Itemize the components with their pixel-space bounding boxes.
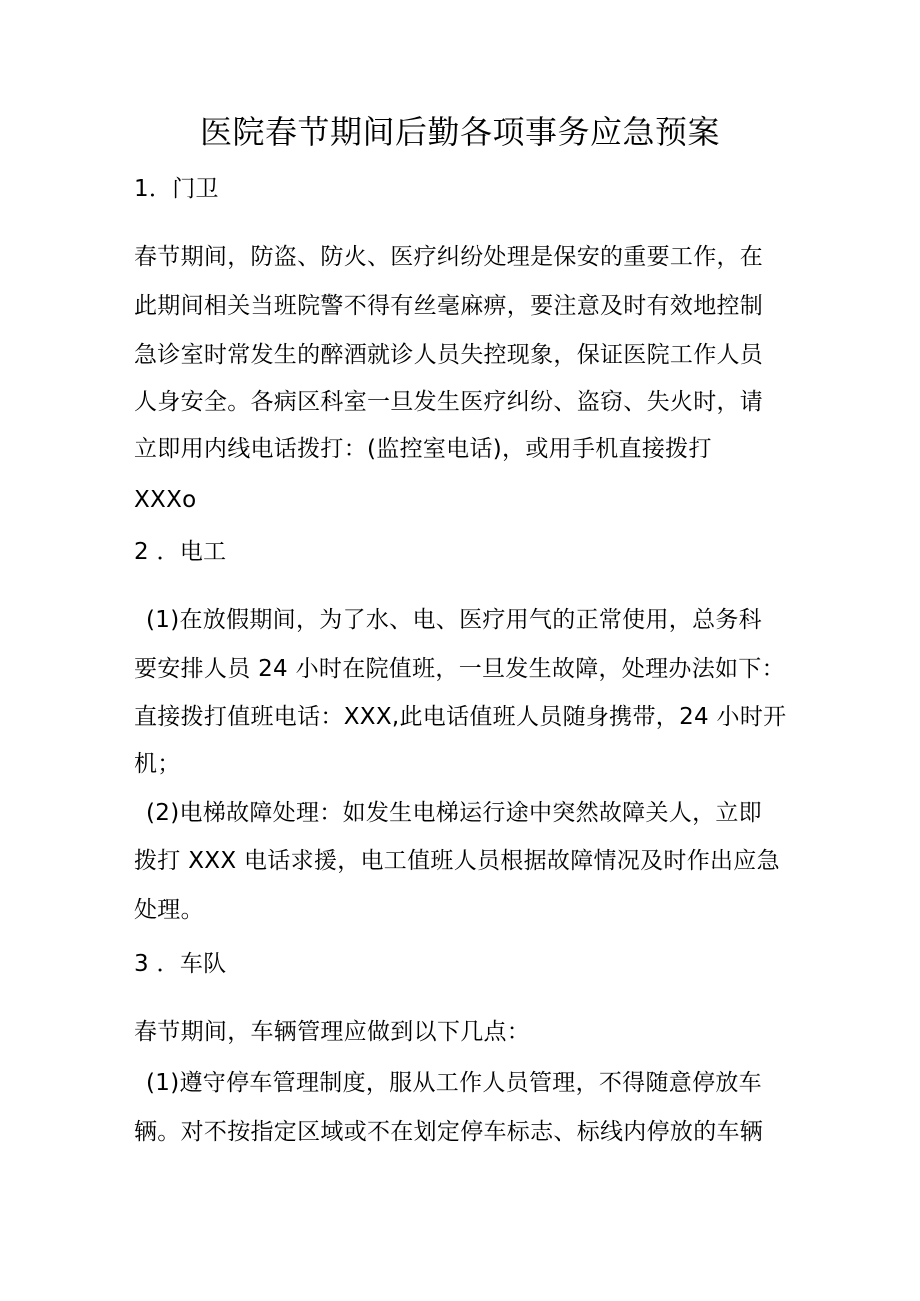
- paragraph-line: 直接拨打值班电话：XXX,此电话值班人员随身携带，24 小时开: [134, 704, 787, 730]
- paragraph-line: 此期间相关当班院警不得有丝毫麻痹，要注意及时有效地控制: [134, 293, 764, 319]
- paragraph-line: XXXo: [134, 487, 197, 513]
- paragraph-line: 要安排人员 24 小时在院值班，一旦发生故障，处理办法如下：: [134, 656, 785, 682]
- paragraph-line: 机；: [134, 751, 181, 777]
- paragraph-line: (2)电梯故障处理：如发生电梯运行途中突然故障关人，立即: [146, 800, 762, 826]
- paragraph-line: 春节期间，车辆管理应做到以下几点：: [134, 1019, 531, 1045]
- paragraph-line: 急诊室时常发生的醉酒就诊人员失控现象，保证医院工作人员: [134, 342, 764, 368]
- paragraph-line: 辆。对不按指定区域或不在划定停车标志、标线内停放的车辆: [134, 1119, 764, 1145]
- paragraph-line: 拨打 XXX 电话求援，电工值班人员根据故障情况及时作出应急: [134, 848, 780, 874]
- section-heading-gatekeeper: 1．门卫: [134, 176, 219, 202]
- document-title: 医院春节期间后勤各项事务应急预案: [199, 113, 720, 151]
- section-heading-fleet: 3 ．车队: [134, 951, 227, 977]
- paragraph-line: 处理。: [134, 897, 204, 923]
- paragraph-line: 立即用内线电话拨打：(监控室电话)，或用手机直接拨打: [134, 436, 712, 462]
- section-heading-electrician: 2 ．电工: [134, 539, 227, 565]
- paragraph-line: 春节期间，防盗、防火、医疗纠纷处理是保安的重要工作，在: [134, 244, 764, 270]
- paragraph-line: (1)在放假期间，为了水、电、医疗用气的正常使用，总务科: [146, 607, 762, 633]
- paragraph-line: 人身安全。各病区科室一旦发生医疗纠纷、盗窃、失火时，请: [134, 389, 764, 415]
- paragraph-line: (1)遵守停车管理制度，服从工作人员管理，不得随意停放车: [146, 1070, 762, 1096]
